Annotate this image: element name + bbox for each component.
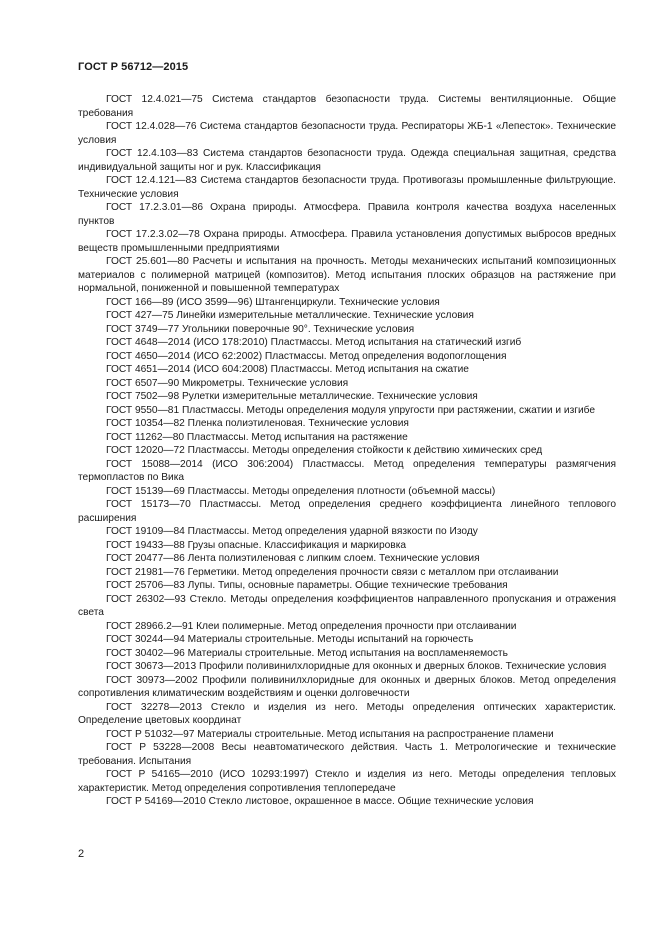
reference-item: ГОСТ 20477—86 Лента полиэтиленовая с липким слоем. Технические условия	[106, 553, 480, 564]
reference-item: ГОСТ 12.4.028—76 Система стандартов безопасности труда. Респираторы ЖБ-1 «Лепесток». Технические условия	[78, 121, 616, 146]
reference-item: ГОСТ 166—89 (ИСО 3599—96) Штангенциркули. Технические условия	[106, 296, 440, 308]
reference-item: ГОСТ 12.4.021—75 Система стандартов безопасности труда. Системы вентиляционные. Общие требования	[78, 94, 616, 119]
reference-item: ГОСТ 28966.2—91 Клеи полимерные. Метод определения прочности при отслаивании	[106, 620, 517, 632]
reference-item: ГОСТ 4651—2014 (ИСО 604:2008) Пластмассы. Метод испытания на сжатие	[106, 364, 469, 375]
reference-item: ГОСТ 12.4.103—83 Система стандартов безопасности труда. Одежда специальная защитная, средства индивидуальной защиты ног и рук. Классификация	[78, 148, 616, 173]
reference-item: ГОСТ 15139—69 Пластмассы. Методы определения плотности (объемной массы)	[106, 485, 496, 497]
reference-item: ГОСТ 3749—77 Угольники поверочные 90°. Технические условия	[106, 323, 415, 335]
reference-item: ГОСТ 6507—90 Микрометры. Технические условия	[106, 377, 349, 389]
reference-item: ГОСТ 15173—70 Пластмассы. Метод определения среднего коэффициента линейного теплового расширения	[78, 499, 616, 524]
reference-item: ГОСТ 30673—2013 Профили поливинилхлоридные для оконных и дверных блоков. Технические условия	[106, 661, 607, 672]
reference-item: ГОСТ 25706—83 Лупы. Типы, основные параметры. Общие технические требования	[106, 580, 508, 591]
document-header: ГОСТ Р 56712—2015	[78, 61, 189, 73]
reference-item: ГОСТ 15088—2014 (ИСО 306:2004) Пластмассы. Метод определения температуры размягчения термопластов по Вика	[78, 458, 616, 483]
reference-item: ГОСТ 427—75 Линейки измерительные металлические. Технические условия	[106, 310, 474, 321]
reference-item: ГОСТ 30244—94 Материалы строительные. Методы испытаний на горючесть	[106, 634, 474, 645]
reference-item: ГОСТ 21981—76 Герметики. Метод определения прочности связи с металлом при отслаивании	[106, 566, 559, 578]
reference-item: ГОСТ 25.601—80 Расчеты и испытания на прочность. Методы механических испытаний композиционных материалов с полимерной матрицей (композитов). Метод испытания плоских образцов на растяжение при нормальной, пониженной и повышенной температурах	[78, 256, 616, 294]
reference-item: ГОСТ 19109—84 Пластмассы. Метод определения ударной вязкости по Изоду	[106, 526, 478, 537]
reference-item: ГОСТ 12.4.121—83 Система стандартов безопасности труда. Противогазы промышленные фильтрующие. Технические условия	[78, 175, 616, 200]
reference-item: ГОСТ 17.2.3.01—86 Охрана природы. Атмосфера. Правила контроля качества воздуха населенных пунктов	[78, 202, 616, 227]
reference-item: ГОСТ Р 54169—2010 Стекло листовое, окрашенное в массе. Общие технические условия	[106, 796, 534, 807]
reference-item: ГОСТ 4650—2014 (ИСО 62:2002) Пластмассы. Метод определения водопоглощения	[106, 350, 507, 362]
reference-item: ГОСТ Р 54165—2010 (ИСО 10293:1997) Стекло и изделия из него. Методы определения тепловых характеристик. Метод определения сопротивления теплопередаче	[78, 769, 616, 794]
page-number: 2	[78, 848, 85, 860]
reference-item: ГОСТ 30402—96 Материалы строительные. Метод испытания на воспламеняемость	[106, 647, 508, 659]
normative-references-list	[78, 93, 616, 809]
reference-item: ГОСТ 12020—72 Пластмассы. Методы определения стойкости к действию химических сред	[106, 445, 543, 456]
reference-item: ГОСТ 7502—98 Рулетки измерительные металлические. Технические условия	[106, 391, 478, 402]
reference-item: ГОСТ 10354—82 Пленка полиэтиленовая. Технические условия	[106, 418, 409, 429]
reference-item: ГОСТ 26302—93 Стекло. Методы определения коэффициентов направленного пропускания и отражения света	[78, 593, 616, 618]
reference-item: ГОСТ 30973—2002 Профили поливинилхлоридные для оконных и дверных блоков. Метод определения сопротивления климатическим воздействиям и оценки долговечности	[78, 674, 616, 699]
reference-item: ГОСТ 4648—2014 (ИСО 178:2010) Пластмассы. Метод испытания на статический изгиб	[106, 337, 522, 348]
reference-item: ГОСТ 32278—2013 Стекло и изделия из него. Методы определения оптических характеристик. Определение цветовых координат	[78, 701, 616, 726]
reference-item: ГОСТ 11262—80 Пластмассы. Метод испытания на растяжение	[106, 431, 408, 443]
reference-item: ГОСТ 17.2.3.02—78 Охрана природы. Атмосфера. Правила установления допустимых выбросов вредных веществ промышленными предприятиями	[78, 229, 616, 254]
reference-item: ГОСТ 9550—81 Пластмассы. Методы определения модуля упругости при растяжении, сжатии и изгибе	[106, 404, 596, 416]
reference-item: ГОСТ Р 53228—2008 Весы неавтоматического действия. Часть 1. Метрологические и технические требования. Испытания	[78, 742, 616, 767]
reference-item: ГОСТ Р 51032—97 Материалы строительные. Метод испытания на распространение пламени	[106, 728, 554, 740]
reference-item: ГОСТ 19433—88 Грузы опасные. Классификация и маркировка	[106, 539, 407, 551]
